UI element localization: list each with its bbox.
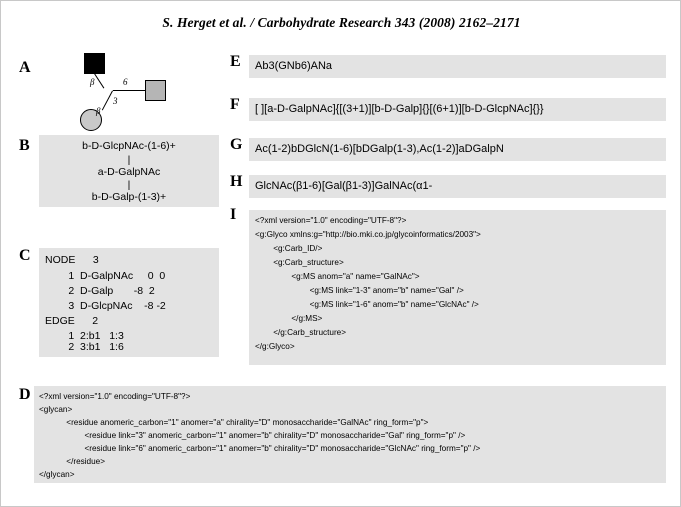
panel-i-line-8: </g:Carb_structure> [255,328,347,337]
panel-c-line-4: EDGE 2 [45,315,99,327]
panel-i-block [249,210,666,365]
panel-i-line-6: <g:MS link="1-6" anom="b" name="GlcNAc" /> [255,300,479,309]
panel-i-line-3: <g:Carb_structure> [255,258,344,267]
panel-i-line-1: <g:Glyco xmlns:g="http://bio.mki.co.jp/glycoinformatics/2003"> [255,230,481,239]
bond-filled-square-to-center [93,72,104,88]
panel-b-line-0: b-D-GlcpNAc-(1-6)+ [82,140,176,152]
panel-c-line-1: 1 D-GalpNAc 0 0 [45,270,166,282]
panel-b-line-3: | [127,179,131,191]
panel-g-block [249,138,666,161]
bond-label-six: 6 [123,77,128,87]
panel-letter-a: A [19,59,31,76]
panel-letter-g: G [230,136,243,153]
glycan-node-square-gray [145,80,166,101]
panel-letter-h: H [230,173,243,190]
panel-d-line-1: <glycan> [39,405,73,414]
panel-f-text: [ ][a-D-GalpNAc]{[(3+1)][b-D-Galp]{}[(6+1)][b-D-GlcpNAc]{}} [255,103,544,115]
panel-c-line-3: 3 D-GlcpNAc -8 -2 [45,300,166,312]
panel-d-line-5: </residue> [39,457,105,466]
panel-letter-i: I [230,206,237,223]
panel-i-line-9: </g:Glyco> [255,342,295,351]
panel-letter-d: D [19,386,31,403]
bond-center-to-circle [102,91,113,111]
panel-i-line-7: </g:MS> [255,314,323,323]
panel-letter-c: C [19,247,31,264]
bond-label-three: 3 [113,96,118,106]
panel-i-line-0: <?xml version="1.0" encoding="UTF-8"?> [255,216,407,225]
panel-a-glycan-diagram [61,51,211,139]
panel-b-line-1: | [127,154,131,166]
panel-c-line-5: 1 2:b1 1:3 [45,330,124,342]
panel-letter-b: B [19,137,30,154]
panel-e-block [249,55,666,78]
panel-d-line-3: <residue link="3" anomeric_carbon="1" anomer="b" chirality="D" monosaccharide="Gal" ring_form="p" /> [39,431,466,440]
panel-e-text: Ab3(GNb6)ANa [255,60,333,72]
panel-b-block [39,135,219,207]
glycan-node-square-filled [84,53,105,74]
panel-d-line-2: <residue anomeric_carbon="1" anomer="a" chirality="D" monosaccharide="GalNAc" ring_form="p"> [39,418,429,427]
panel-i-line-4: <g:MS anom="a" name="GalNAc"> [255,272,420,281]
panel-g-text: Ac(1-2)bDGlcN(1-6)[bDGalp(1-3),Ac(1-2)]aDGalpN [255,143,504,155]
panel-d-block [34,386,666,483]
panel-d-line-0: <?xml version="1.0" encoding="UTF-8"?> [39,392,191,401]
panel-c-line-2: 2 D-Galp -8 2 [45,285,155,297]
bond-center-to-gray-square [113,90,146,91]
bond-label-beta-lower: β [96,106,101,116]
panel-h-text: GlcNAc(β1-6)[Gal(β1-3)]GalNAc(α1- [255,180,433,192]
panel-b-line-2: a-D-GalpNAc [97,166,161,178]
page-header-citation: S. Herget et al. / Carbohydrate Research 343 (2008) 2162–2171 [162,15,521,30]
panel-c-block [39,248,219,357]
panel-letter-e: E [230,53,241,70]
panel-i-line-2: <g:Carb_ID/> [255,244,323,253]
panel-i-line-5: <g:MS link="1-3" anom="b" name="Gal" /> [255,286,464,295]
panel-d-line-4: <residue link="6" anomeric_carbon="1" anomer="b" chirality="D" monosaccharide="GlcNAc" ring_form="p" /> [39,444,481,453]
panel-f-block [249,98,666,121]
bond-label-beta-upper: β [90,77,95,87]
panel-b-line-4: b-D-Galp-(1-3)+ [91,191,167,203]
panel-letter-f: F [230,96,240,113]
panel-c-line-6: 2 3:b1 1:6 [45,341,124,353]
panel-d-line-6: </glycan> [39,470,75,479]
panel-c-line-0: NODE 3 [45,254,99,266]
panel-h-block [249,175,666,198]
